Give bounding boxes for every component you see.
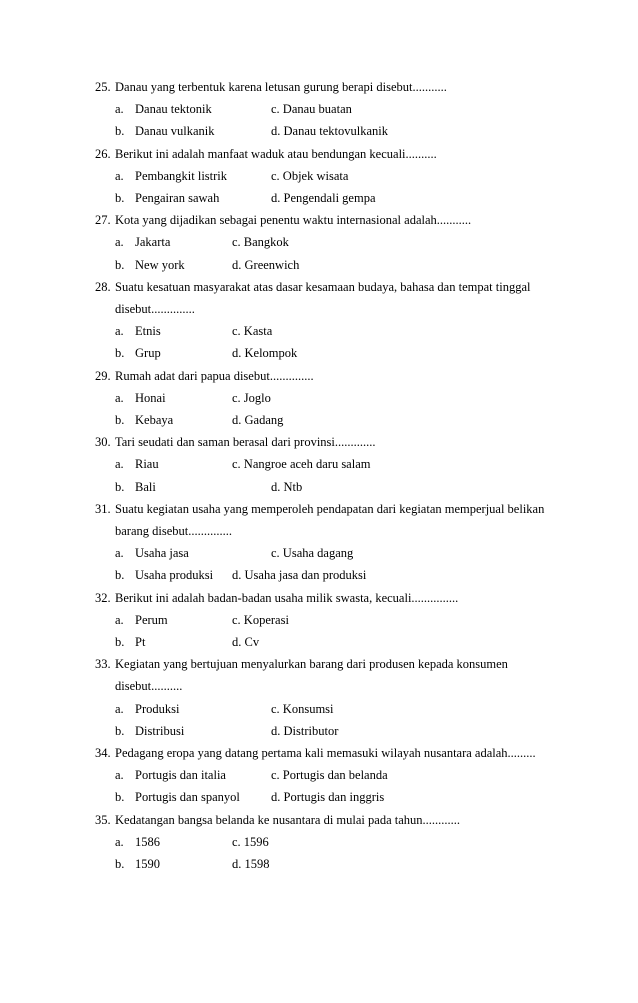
option-letter: b. (115, 479, 125, 494)
option-letter: a. (115, 768, 124, 783)
option-d: d. Greenwich (232, 257, 300, 272)
option-letter: b. (115, 257, 125, 272)
question-number: 27. (95, 213, 111, 228)
question-number: 29. (95, 368, 111, 383)
option-c: c. Konsumsi (271, 701, 334, 716)
option-c: c. Koperasi (232, 612, 289, 627)
option-letter: b. (115, 723, 125, 738)
question-number: 35. (95, 812, 111, 827)
question-number: 31. (95, 501, 111, 516)
option-d: d. Cv (232, 635, 260, 649)
option-c: c. Joglo (232, 390, 271, 405)
option-c: c. Portugis dan belanda (271, 768, 388, 783)
question-text: Kota yang dijadikan sebagai penentu waktu internasional adalah........... (115, 213, 472, 228)
option-letter: a. (115, 324, 124, 339)
option-letter: a. (115, 102, 124, 117)
option-letter: a. (115, 834, 124, 849)
option-b: 1590 (135, 857, 160, 871)
option-b: Usaha produksi (135, 568, 214, 583)
question-text: Pedagang eropa yang datang pertama kali memasuki wilayah nusantara adalah......... (115, 746, 536, 760)
option-d: d. Danau tektovulkanik (271, 124, 388, 139)
option-c: c. Kasta (232, 324, 273, 339)
question-text: Kedatangan bangsa belanda ke nusantara di mulai pada tahun............ (115, 812, 461, 827)
question-text: Suatu kesatuan masyarakat atas dasar kesamaan budaya, bahasa dan tempat tinggal (115, 279, 531, 294)
option-a: Portugis dan italia (135, 768, 226, 783)
option-letter: b. (115, 790, 125, 805)
option-a: Danau tektonik (135, 102, 212, 117)
option-c: c. Danau buatan (271, 102, 352, 117)
question-text: Tari seudati dan saman berasal dari provinsi............. (115, 435, 376, 450)
question-number: 34. (95, 746, 111, 760)
option-letter: a. (115, 612, 124, 627)
option-c: c. Bangkok (232, 235, 289, 250)
option-b: Portugis dan spanyol (135, 790, 240, 805)
question-text-continued: disebut.............. (115, 302, 195, 316)
option-letter: b. (115, 413, 125, 427)
option-a: Etnis (135, 324, 161, 339)
option-b: Grup (135, 346, 161, 361)
option-b: Pengairan sawah (135, 191, 220, 205)
question-number: 26. (95, 146, 111, 161)
option-letter: b. (115, 568, 125, 583)
option-letter: a. (115, 546, 124, 561)
option-a: Riau (135, 457, 159, 472)
option-a: Produksi (135, 701, 180, 716)
option-c: c. Nangroe aceh daru salam (232, 457, 371, 472)
option-b: Distribusi (135, 723, 185, 738)
question-number: 25. (95, 80, 111, 94)
option-a: Usaha jasa (135, 546, 189, 561)
option-a: Honai (135, 390, 166, 405)
option-letter: a. (115, 390, 124, 405)
option-d: d. Portugis dan inggris (271, 790, 385, 805)
option-a: Pembangkit listrik (135, 168, 228, 183)
option-c: c. 1596 (232, 834, 269, 849)
question-text: Danau yang terbentuk karena letusan gurung berapi disebut........... (115, 80, 447, 94)
option-c: c. Objek wisata (271, 168, 349, 183)
question-number: 30. (95, 435, 111, 450)
option-d: d. Pengendali gempa (271, 191, 376, 205)
question-text: Suatu kegiatan usaha yang memperoleh pendapatan dari kegiatan memperjual belikan (115, 501, 545, 516)
question-text-continued: barang disebut.............. (115, 524, 232, 538)
option-d: d. 1598 (232, 857, 270, 871)
option-a: 1586 (135, 834, 160, 849)
option-c: c. Usaha dagang (271, 546, 354, 561)
option-a: Jakarta (135, 235, 171, 250)
option-letter: a. (115, 457, 124, 472)
option-b: New york (135, 257, 185, 272)
option-b: Kebaya (135, 413, 174, 427)
question-text: Kegiatan yang bertujuan menyalurkan barang dari produsen kepada konsumen (115, 657, 508, 672)
option-letter: b. (115, 124, 125, 139)
question-number: 32. (95, 590, 111, 605)
question-text: Berikut ini adalah manfaat waduk atau bendungan kecuali.......... (115, 146, 437, 161)
question-number: 33. (95, 657, 111, 672)
option-letter: b. (115, 635, 125, 649)
option-b: Pt (135, 635, 146, 649)
option-letter: b. (115, 191, 125, 205)
option-letter: b. (115, 346, 125, 361)
option-d: d. Distributor (271, 723, 339, 738)
option-letter: b. (115, 857, 125, 871)
option-d: d. Ntb (271, 479, 303, 494)
option-b: Danau vulkanik (135, 124, 215, 139)
option-letter: a. (115, 235, 124, 250)
option-d: d. Usaha jasa dan produksi (232, 568, 367, 583)
option-d: d. Kelompok (232, 346, 298, 361)
question-text: Rumah adat dari papua disebut.............. (115, 368, 314, 383)
option-b: Bali (135, 479, 156, 494)
question-text: Berikut ini adalah badan-badan usaha milik swasta, kecuali............... (115, 590, 459, 605)
option-letter: a. (115, 701, 124, 716)
question-number: 28. (95, 279, 111, 294)
option-a: Perum (135, 612, 168, 627)
question-text-continued: disebut.......... (115, 679, 183, 694)
option-d: d. Gadang (232, 413, 284, 427)
option-letter: a. (115, 168, 124, 183)
